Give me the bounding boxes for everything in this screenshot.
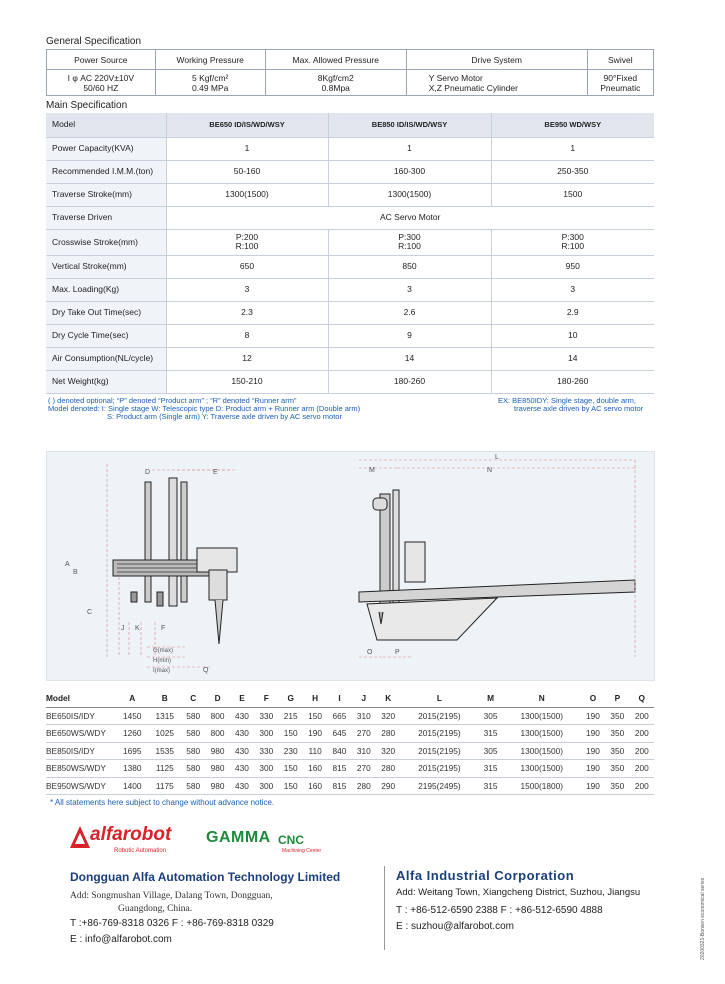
spec-value: 1: [491, 137, 654, 160]
dim-model: BE850IS/IDY: [46, 742, 116, 760]
dim-value: 1380: [116, 760, 149, 778]
dim-value: 1300(1500): [503, 760, 581, 778]
spec-value: 180-260: [491, 370, 654, 393]
front-view-robot: [113, 478, 237, 644]
example-line-2: traverse axle driven by AC servo motor: [514, 404, 644, 413]
logo2-sub: Machining Center: [282, 848, 322, 854]
label-L: L: [495, 454, 499, 461]
dim-header: J: [352, 690, 376, 707]
note-line-1: ( ) denoted optional; “P” denoted “Product arm” ; “R” denoted “Runner arm”: [48, 396, 297, 405]
note-line-3: S: Product arm (Single arm) Y: Traverse axle driven by AC servo motor: [107, 412, 342, 421]
spec-value: 1300(1500): [166, 183, 328, 206]
company-right-phone: T : +86-512-6590 2388 F : +86-512-6590 4888: [396, 905, 603, 916]
dim-value: 190: [581, 742, 605, 760]
company-right-name: Alfa Industrial Corporation: [396, 868, 575, 883]
company-left-addr1: Add: Songmushan Village, Dalang Town, Dongguan,: [70, 891, 273, 901]
dim-value: 200: [630, 725, 654, 743]
alfarobot-logo: [70, 824, 200, 858]
dim-value: 580: [181, 725, 205, 743]
spec-value: 14: [491, 347, 654, 370]
gen-cell: 90°Fixed Pneumatic: [587, 70, 653, 96]
gen-header: Max. Allowed Pressure: [265, 50, 406, 70]
dim-model: BE650IS/IDY: [46, 707, 116, 725]
dim-value: 580: [181, 777, 205, 795]
dim-value: 815: [327, 760, 351, 778]
dim-value: 980: [205, 777, 229, 795]
label-J: J: [121, 625, 125, 632]
gen-cell: I φ AC 220V±10V 50/60 HZ: [47, 70, 156, 96]
example-line-1: EX: BE850IDY: Single stage, double arm,: [498, 396, 636, 405]
label-I: I(max): [153, 668, 170, 674]
dim-value: 1025: [149, 725, 182, 743]
dim-value: 1175: [149, 777, 182, 795]
dim-header: M: [478, 690, 502, 707]
dim-header: E: [230, 690, 254, 707]
spec-value: 1: [166, 137, 328, 160]
note-line-2: Model denoted: I: Single stage W: Telescopic type D: Product arm + Runner arm (Double arm): [48, 404, 361, 413]
spec-value: 180-260: [328, 370, 491, 393]
dim-value: 1400: [116, 777, 149, 795]
dim-value: 150: [279, 760, 303, 778]
spec-label: Dry Take Out Time(sec): [46, 301, 166, 324]
dim-value: 200: [630, 777, 654, 795]
dim-value: 1450: [116, 707, 149, 725]
spec-label: Air Consumption(NL/cycle): [46, 347, 166, 370]
dim-header: G: [279, 690, 303, 707]
dim-value: 580: [181, 760, 205, 778]
spec-value: 950: [491, 255, 654, 278]
spec-value: 3: [328, 278, 491, 301]
spec-value: P:200 R:100: [166, 229, 328, 255]
dim-value: 190: [581, 777, 605, 795]
spec-value: 2.6: [328, 301, 491, 324]
label-E: E: [213, 469, 218, 476]
footnote: * All statements here subject to change without advance notice.: [50, 798, 275, 807]
dim-value: 190: [581, 707, 605, 725]
label-N: N: [487, 467, 493, 474]
dim-value: 160: [303, 777, 327, 795]
dim-header: D: [205, 690, 229, 707]
spec-label: Net Weight(kg): [46, 370, 166, 393]
label-B: B: [73, 569, 78, 576]
dim-value: 280: [376, 760, 400, 778]
dim-value: 230: [279, 742, 303, 760]
label-A: A: [65, 561, 70, 568]
dim-value: 1125: [149, 760, 182, 778]
dim-value: 305: [478, 742, 502, 760]
dim-value: 2015(2195): [400, 725, 478, 743]
dim-value: 310: [352, 742, 376, 760]
company-left-addr2: Guangdong, China.: [118, 904, 193, 914]
general-spec-title: General Specification: [46, 36, 142, 47]
dim-value: 1300(1500): [503, 707, 581, 725]
spec-value: 10: [491, 324, 654, 347]
dim-value: 350: [605, 742, 629, 760]
dim-value: 350: [605, 760, 629, 778]
side-code-text: 20200321-Bonsen economical series: [700, 877, 706, 960]
spec-value: 9: [328, 324, 491, 347]
dim-value: 580: [181, 742, 205, 760]
dim-value: 315: [478, 777, 502, 795]
logo1-sub: Robotic Automation: [114, 848, 167, 854]
dim-value: 980: [205, 742, 229, 760]
spec-value: 2.9: [491, 301, 654, 324]
technical-drawing: [46, 451, 655, 681]
dim-value: 815: [327, 777, 351, 795]
dim-value: 330: [254, 742, 278, 760]
dim-header: Q: [630, 690, 654, 707]
main-header-model: BE850 ID/IS/WD/WSY: [328, 113, 491, 137]
dim-value: 2195(2495): [400, 777, 478, 795]
spec-label: Vertical Stroke(mm): [46, 255, 166, 278]
dim-value: 350: [605, 725, 629, 743]
spec-label: Crosswise Stroke(mm): [46, 229, 166, 255]
logo1-text: alfarobot: [90, 824, 172, 845]
dim-value: 190: [581, 760, 605, 778]
spec-label: Traverse Driven: [46, 206, 166, 229]
label-G: G(max): [153, 648, 173, 654]
main-header-label: Model: [46, 113, 166, 137]
dim-value: 1535: [149, 742, 182, 760]
dim-value: 200: [630, 742, 654, 760]
footer-divider: [384, 866, 385, 950]
spec-value: AC Servo Motor: [166, 206, 654, 229]
dim-value: 320: [376, 707, 400, 725]
dim-value: 2015(2195): [400, 742, 478, 760]
label-H: H(min): [153, 658, 171, 664]
dim-model: BE850WS/WDY: [46, 760, 116, 778]
company-right-addr: Add: Weitang Town, Xiangcheng District, Suzhou, Jiangsu: [396, 887, 641, 898]
spec-label: Dry Cycle Time(sec): [46, 324, 166, 347]
dim-row: [46, 760, 654, 778]
dim-value: 800: [205, 707, 229, 725]
dim-value: 280: [376, 725, 400, 743]
dimension-table: [46, 690, 654, 795]
dim-value: 305: [478, 707, 502, 725]
dim-value: 280: [352, 777, 376, 795]
spec-value: 50-160: [166, 160, 328, 183]
dim-value: 290: [376, 777, 400, 795]
label-C: C: [87, 609, 93, 616]
dim-header: P: [605, 690, 629, 707]
dim-value: 980: [205, 760, 229, 778]
dim-value: 350: [605, 777, 629, 795]
dim-header: F: [254, 690, 278, 707]
logo2-text: GAMMA: [206, 829, 271, 846]
dim-header: Model: [46, 690, 116, 707]
company-right-email: E : suzhou@alfarobot.com: [396, 921, 514, 932]
dim-header: O: [581, 690, 605, 707]
dim-value: 270: [352, 760, 376, 778]
dim-value: 300: [254, 725, 278, 743]
dim-value: 430: [230, 777, 254, 795]
dim-value: 150: [279, 725, 303, 743]
spec-value: 8: [166, 324, 328, 347]
dim-value: 270: [352, 725, 376, 743]
dim-row: [46, 707, 654, 725]
dim-value: 190: [581, 725, 605, 743]
dim-value: 1695: [116, 742, 149, 760]
dim-value: 350: [605, 707, 629, 725]
dim-value: 430: [230, 760, 254, 778]
main-header-model: BE950 WD/WSY: [491, 113, 654, 137]
dim-header: H: [303, 690, 327, 707]
dim-value: 1300(1500): [503, 725, 581, 743]
spec-label: Power Capacity(KVA): [46, 137, 166, 160]
gen-cell: 5 Kgf/cm² 0.49 MPa: [155, 70, 265, 96]
dim-model: BE950WS/WDY: [46, 777, 116, 795]
dim-value: 1300(1500): [503, 742, 581, 760]
spec-value: 2.3: [166, 301, 328, 324]
spec-label: Max. Loading(Kg): [46, 278, 166, 301]
dim-header: N: [503, 690, 581, 707]
dim-value: 190: [303, 725, 327, 743]
dim-body: [46, 707, 654, 795]
spec-value: 1300(1500): [328, 183, 491, 206]
logo2-cnc: CNC: [278, 833, 304, 847]
spec-value: 150-210: [166, 370, 328, 393]
spec-value: 12: [166, 347, 328, 370]
dim-value: 645: [327, 725, 351, 743]
spec-value: 1500: [491, 183, 654, 206]
label-M: M: [369, 467, 375, 474]
dim-value: 315: [478, 760, 502, 778]
spec-value: 3: [491, 278, 654, 301]
main-spec-title: Main Specification: [46, 100, 128, 111]
dim-value: 315: [478, 725, 502, 743]
spec-value: 1: [328, 137, 491, 160]
dim-value: 330: [254, 707, 278, 725]
dim-row: [46, 777, 654, 795]
dim-value: 300: [254, 777, 278, 795]
label-D: D: [145, 469, 151, 476]
label-K: K: [135, 625, 140, 632]
dim-header: B: [149, 690, 182, 707]
general-spec-table: [46, 49, 654, 96]
dim-value: 580: [181, 707, 205, 725]
dim-value: 1260: [116, 725, 149, 743]
dim-value: 150: [303, 707, 327, 725]
gen-header: Power Source: [47, 50, 156, 70]
dim-row: [46, 725, 654, 743]
company-left-email: E : info@alfarobot.com: [70, 934, 172, 945]
dim-value: 310: [352, 707, 376, 725]
gen-cell: Y Servo Motor X,Z Pneumatic Cylinder: [406, 70, 587, 96]
dim-header: I: [327, 690, 351, 707]
dim-value: 1500(1800): [503, 777, 581, 795]
spec-value: P:300 R:100: [491, 229, 654, 255]
dim-value: 110: [303, 742, 327, 760]
gen-header: Drive System: [406, 50, 587, 70]
dim-value: 320: [376, 742, 400, 760]
dim-value: 2015(2195): [400, 760, 478, 778]
dim-header: K: [376, 690, 400, 707]
side-view-robot: [359, 490, 635, 640]
dim-value: 2015(2195): [400, 707, 478, 725]
dim-value: 430: [230, 742, 254, 760]
dim-value: 300: [254, 760, 278, 778]
dim-value: 160: [303, 760, 327, 778]
spec-label: Recommended I.M.M.(ton): [46, 160, 166, 183]
dim-value: 665: [327, 707, 351, 725]
robot-drawing-svg: [47, 452, 656, 682]
alfa-triangle-icon: [70, 826, 90, 848]
main-spec-table: [46, 113, 654, 394]
dim-value: 200: [630, 707, 654, 725]
label-O: O: [367, 649, 373, 656]
company-left-name: Dongguan Alfa Automation Technology Limited: [70, 870, 341, 884]
dim-header: L: [400, 690, 478, 707]
spec-value: 850: [328, 255, 491, 278]
gen-cell: 8Kgf/cm2 0.8Mpa: [265, 70, 406, 96]
dim-value: 430: [230, 725, 254, 743]
gen-header: Swivel: [587, 50, 653, 70]
dim-value: 1315: [149, 707, 182, 725]
spec-label: Traverse Stroke(mm): [46, 183, 166, 206]
label-F: F: [161, 625, 166, 632]
dim-model: BE650WS/WDY: [46, 725, 116, 743]
label-P: P: [395, 649, 400, 656]
dim-header: A: [116, 690, 149, 707]
company-left-phone: T :+86-769-8318 0326 F : +86-769-8318 0329: [70, 918, 274, 929]
label-Q: Q: [203, 667, 209, 674]
spec-value: 250-350: [491, 160, 654, 183]
gammacnc-logo: [206, 829, 326, 859]
dim-value: 150: [279, 777, 303, 795]
dim-value: 200: [630, 760, 654, 778]
gen-header: Working Pressure: [155, 50, 265, 70]
spec-value: P:300 R:100: [328, 229, 491, 255]
dim-value: 840: [327, 742, 351, 760]
spec-value: 3: [166, 278, 328, 301]
spec-value: 160-300: [328, 160, 491, 183]
dim-value: 215: [279, 707, 303, 725]
dim-value: 430: [230, 707, 254, 725]
main-header-model: BE650 ID/IS/WD/WSY: [166, 113, 328, 137]
dim-header: C: [181, 690, 205, 707]
dim-row: [46, 742, 654, 760]
dim-value: 800: [205, 725, 229, 743]
spec-value: 14: [328, 347, 491, 370]
spec-value: 650: [166, 255, 328, 278]
